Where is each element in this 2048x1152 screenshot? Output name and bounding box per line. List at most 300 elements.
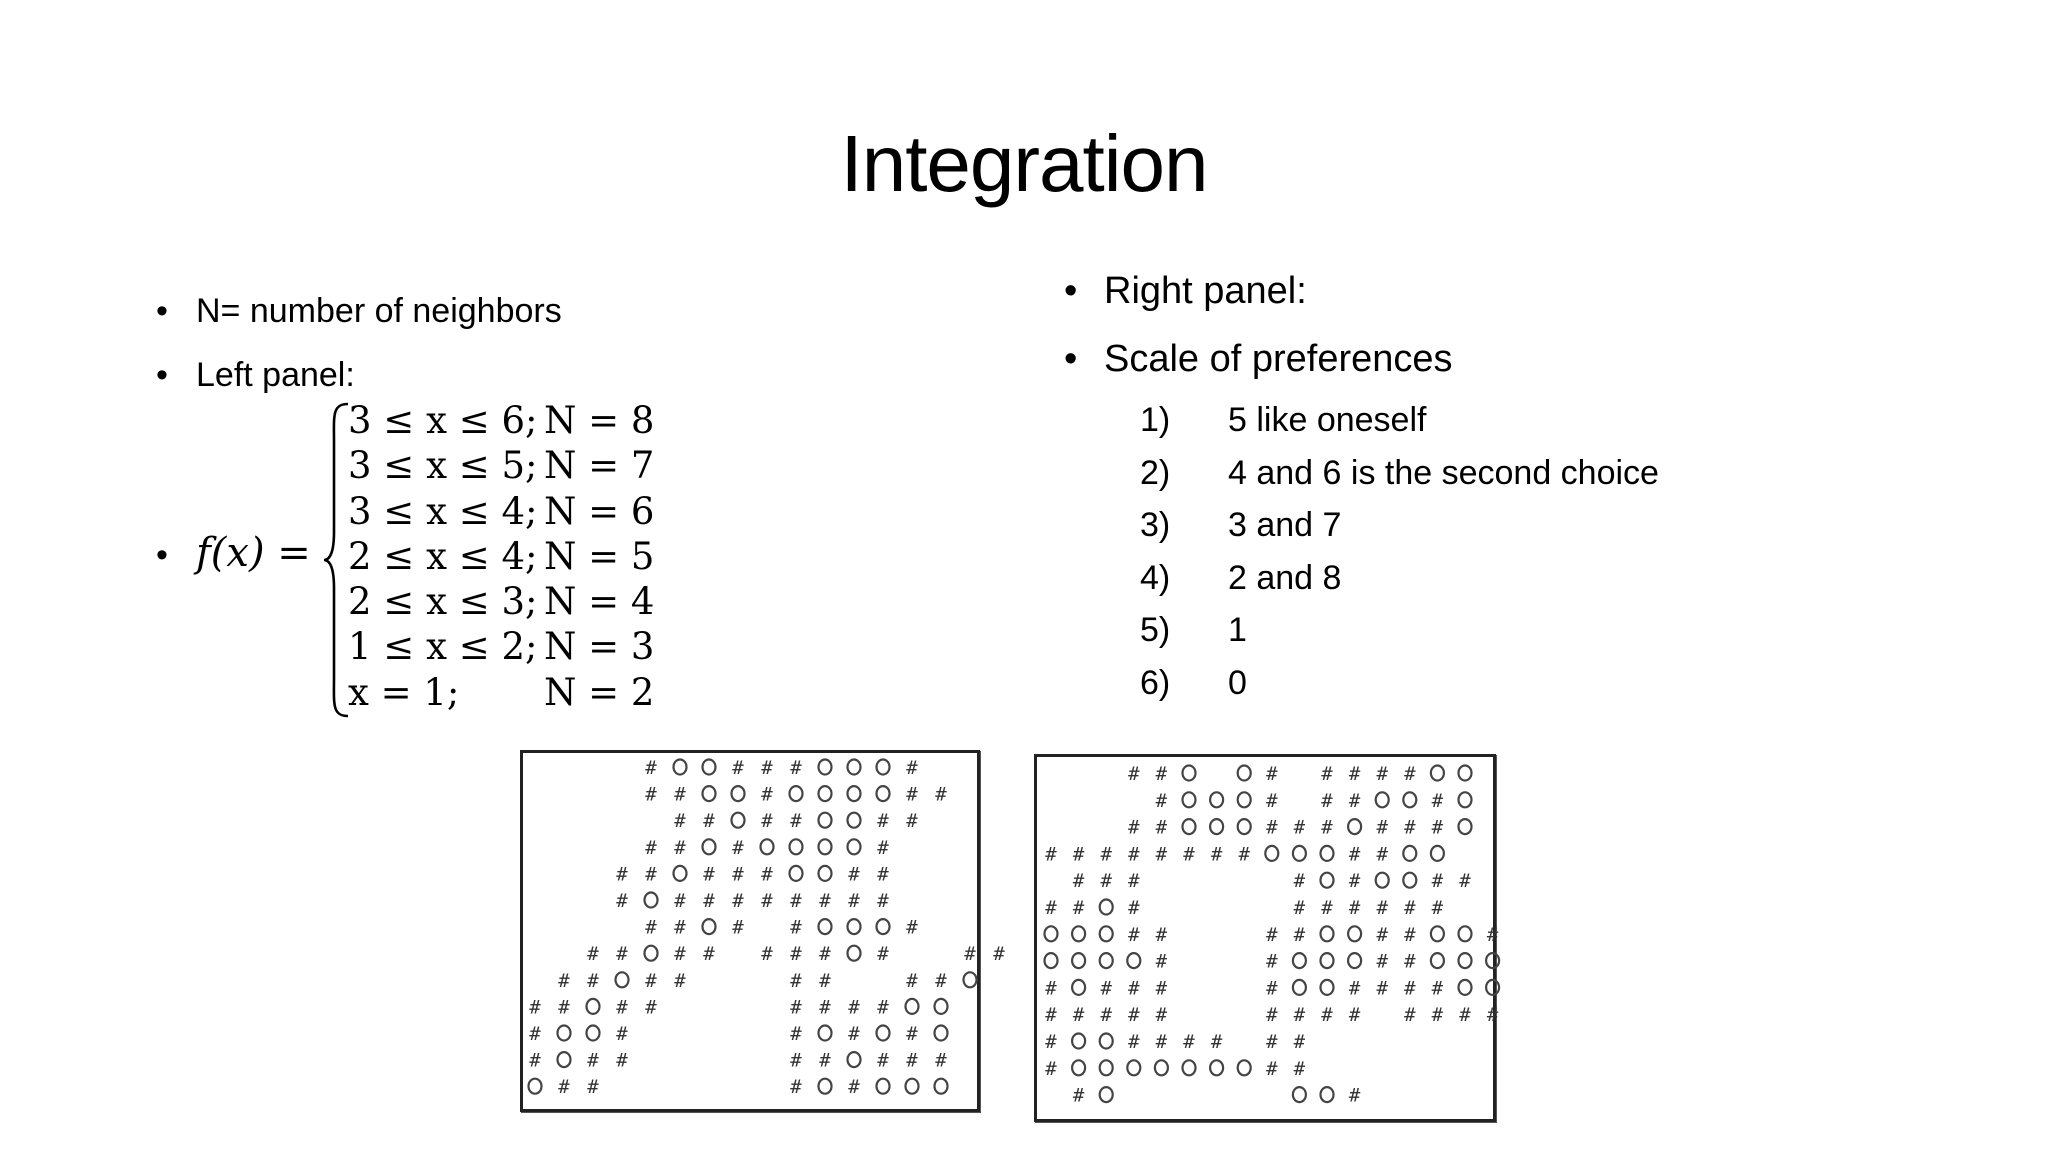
grid-cell-hash: # <box>529 1023 541 1045</box>
grid-cell-hash: # <box>1210 843 1223 866</box>
grid-cell-hash: # <box>1293 816 1306 839</box>
case-condition: 2 ≤ x ≤ 4; <box>348 534 538 578</box>
grid-cell-circle <box>1459 766 1472 781</box>
grid-cell-circle <box>1045 953 1058 968</box>
grid-cell-hash: # <box>1431 897 1444 919</box>
grid-cell-hash: # <box>1128 1031 1140 1053</box>
grid-cell-circle <box>819 866 832 881</box>
grid-cell-circle <box>703 760 716 775</box>
case-condition: 1 ≤ x ≤ 2; <box>348 625 538 669</box>
grid-cell-hash: # <box>761 783 773 806</box>
grid-cell-hash: # <box>645 863 657 886</box>
grid-cell-hash: # <box>1321 763 1333 785</box>
grid-cell-circle <box>877 786 890 801</box>
grid-cell-circle <box>1100 953 1113 968</box>
grid-cell-hash: # <box>558 969 570 992</box>
grid-cell-circle <box>1459 819 1472 834</box>
grid-cell-circle <box>1183 819 1196 834</box>
grid-cell-hash: # <box>1155 977 1168 1000</box>
grid-cell-circle <box>819 919 832 934</box>
grid-cell-hash: # <box>1266 789 1278 812</box>
grid-cell-hash: # <box>1293 923 1306 946</box>
grid-cell-circle <box>645 946 658 961</box>
grid-cell-hash: # <box>935 1049 947 1072</box>
piecewise-cases <box>348 398 654 715</box>
grid-cell-hash: # <box>1293 1004 1306 1027</box>
left-brace <box>322 402 350 718</box>
grid-cell-hash: # <box>732 863 744 886</box>
grid-cell-circle <box>819 1079 832 1094</box>
grid-cell-circle <box>848 919 861 934</box>
grid-cell-circle <box>790 839 803 854</box>
grid-cell-hash: # <box>645 969 657 992</box>
case-result: N = 4 <box>544 580 655 624</box>
grid-cell-hash: # <box>674 916 686 939</box>
grid-cell-circle <box>1348 953 1361 968</box>
grid-cell-circle <box>877 1026 890 1041</box>
grid-cell-hash: # <box>906 1023 918 1045</box>
grid-cell-hash: # <box>1128 816 1140 839</box>
grid-cell-circle <box>935 999 948 1014</box>
grid-cell-circle <box>848 760 861 775</box>
grid-cell-circle <box>877 1079 890 1094</box>
grid-cell-hash: # <box>848 890 860 912</box>
grid-cell-hash: # <box>848 1076 860 1099</box>
grid-cell-hash: # <box>819 943 831 966</box>
grid-cell-hash: # <box>1155 923 1168 946</box>
list-number: 6) <box>1140 663 1171 702</box>
grid-cell-circle <box>558 1026 571 1041</box>
grid-cell-hash: # <box>790 810 802 833</box>
grid-cell-circle <box>1100 926 1113 941</box>
case-row <box>348 534 654 579</box>
grid-cell-circle <box>645 893 658 908</box>
grid-cell-circle <box>1348 926 1361 941</box>
list-text: 4 and 6 is the second choice <box>1228 453 1659 492</box>
grid-cell-hash: # <box>1266 1057 1278 1080</box>
grid-cell-circle <box>703 786 716 801</box>
grid-cell-hash: # <box>1045 897 1057 919</box>
grid-cell-hash: # <box>1321 789 1333 812</box>
grid-cell-hash: # <box>906 810 918 833</box>
list-number: 3) <box>1140 506 1171 545</box>
grid-cell-circle <box>1127 953 1140 968</box>
grid-cell-circle <box>587 1026 600 1041</box>
function-lhs <box>196 530 311 576</box>
grid-cell-circle <box>1486 980 1499 995</box>
grid-cell-hash: # <box>761 890 773 912</box>
grid-cell-hash: # <box>1100 843 1112 866</box>
case-row <box>348 670 654 715</box>
grid-cell-hash: # <box>674 890 686 912</box>
bullet-text: Right panel: <box>1104 270 1307 312</box>
grid-cell-hash: # <box>1266 1004 1278 1027</box>
grid-cell-hash: # <box>703 890 715 912</box>
right-panel-grid-image <box>1034 754 1499 1122</box>
grid-cell-circle <box>1210 819 1223 834</box>
grid-cell-hash: # <box>848 863 860 886</box>
grid-cell-hash: # <box>1128 897 1140 919</box>
grid-cell-hash: # <box>674 836 686 859</box>
grid-cell-hash: # <box>1100 977 1112 1000</box>
case-condition: 3 ≤ x ≤ 4; <box>348 489 538 533</box>
grid-cell-circle <box>1321 953 1334 968</box>
grid-cell-hash: # <box>790 969 802 992</box>
grid-cell-hash: # <box>1266 816 1278 839</box>
grid-cell-circle <box>1459 980 1472 995</box>
grid-cell-circle <box>1072 980 1085 995</box>
grid-cell-circle <box>1183 766 1196 781</box>
grid-cell-circle <box>1459 792 1472 807</box>
grid-cell-circle <box>848 946 861 961</box>
grid-cell-hash: # <box>616 943 628 966</box>
grid-cell-hash: # <box>1072 870 1085 893</box>
grid-cell-hash: # <box>906 783 918 806</box>
bullet-text: Left panel: <box>196 356 355 394</box>
grid-cell-circle <box>1293 1087 1306 1102</box>
grid-cell-circle <box>1293 980 1306 995</box>
left-grid-svg <box>523 753 1005 1109</box>
bullet-scale-of-preferences <box>1064 338 1453 381</box>
grid-cell-hash: # <box>1348 1084 1361 1107</box>
grid-cell-hash: # <box>1459 870 1471 893</box>
grid-cell-hash: # <box>790 916 802 939</box>
grid-cell-hash: # <box>1100 1004 1112 1027</box>
bullet-marker: • <box>1064 338 1078 380</box>
case-result: N = 7 <box>544 444 655 488</box>
grid-cell-hash: # <box>1348 789 1361 812</box>
grid-cell-hash: # <box>1486 923 1499 946</box>
case-result: N = 3 <box>544 625 655 669</box>
grid-cell-hash: # <box>1348 763 1361 785</box>
list-item <box>1140 394 1659 447</box>
grid-cell-circle <box>761 839 774 854</box>
grid-cell-hash: # <box>761 943 773 966</box>
grid-cell-hash: # <box>1072 1004 1085 1027</box>
grid-cell-hash: # <box>1072 897 1085 919</box>
grid-cell-hash: # <box>906 916 918 939</box>
grid-cell-circle <box>1183 1060 1196 1075</box>
grid-cell-hash: # <box>1128 923 1140 946</box>
grid-cell-circle <box>1376 873 1389 888</box>
grid-cell-circle <box>1155 1060 1168 1075</box>
grid-cell-hash: # <box>819 969 831 992</box>
grid-cell-hash: # <box>1155 763 1168 785</box>
grid-cell-circle <box>848 1052 861 1067</box>
grid-cell-circle <box>1321 846 1334 861</box>
grid-cell-hash: # <box>645 996 657 1019</box>
grid-cell-hash: # <box>1238 843 1250 866</box>
grid-cell-hash: # <box>1266 923 1278 946</box>
grid-cell-hash: # <box>877 863 889 886</box>
grid-cell-circle <box>1100 1060 1113 1075</box>
grid-cell-circle <box>1376 792 1389 807</box>
grid-cell-hash: # <box>790 1076 802 1099</box>
grid-cell-hash: # <box>1293 870 1306 893</box>
grid-cell-circle <box>819 786 832 801</box>
list-number: 4) <box>1140 558 1171 597</box>
grid-cell-hash: # <box>761 810 773 833</box>
grid-cell-hash: # <box>819 996 831 1019</box>
bullet-neighbors <box>156 292 562 331</box>
grid-cell-hash: # <box>1376 843 1388 866</box>
grid-cell-circle <box>935 1079 948 1094</box>
list-number: 1) <box>1140 401 1171 439</box>
grid-cell-circle <box>1238 819 1251 834</box>
grid-cell-hash: # <box>1183 843 1195 866</box>
grid-cell-hash: # <box>1404 923 1416 946</box>
grid-cell-hash: # <box>1321 1004 1333 1027</box>
grid-cell-hash: # <box>877 943 889 966</box>
grid-cell-hash: # <box>587 1049 599 1072</box>
grid-cell-hash: # <box>819 1049 831 1072</box>
grid-cell-circle <box>1486 953 1499 968</box>
grid-cell-hash: # <box>1404 897 1416 919</box>
grid-cell-circle <box>1183 792 1196 807</box>
grid-cell-circle <box>703 839 716 854</box>
grid-cell-circle <box>877 919 890 934</box>
grid-cell-hash: # <box>587 969 599 992</box>
grid-cell-hash: # <box>616 996 628 1019</box>
bullet-marker: • <box>1064 270 1078 312</box>
grid-cell-circle <box>790 866 803 881</box>
grid-cell-circle <box>1348 819 1361 834</box>
grid-cell-circle <box>1100 1034 1113 1049</box>
grid-cell-hash: # <box>703 943 715 966</box>
list-text: 2 and 8 <box>1228 558 1342 597</box>
grid-cell-hash: # <box>935 783 947 806</box>
grid-cell-hash: # <box>645 757 657 779</box>
grid-cell-circle <box>1321 1087 1334 1102</box>
grid-cell-circle <box>1321 873 1334 888</box>
grid-cell-circle <box>1072 926 1085 941</box>
grid-cell-hash: # <box>848 996 860 1019</box>
grid-cell-hash: # <box>993 943 1005 966</box>
grid-cell-hash: # <box>558 996 570 1019</box>
grid-cell-hash: # <box>1376 763 1388 785</box>
list-item <box>1140 604 1659 657</box>
grid-cell-circle <box>1100 1087 1113 1102</box>
grid-cell-hash: # <box>1431 789 1444 812</box>
grid-cell-hash: # <box>790 890 802 912</box>
preference-list <box>1140 394 1659 710</box>
grid-cell-hash: # <box>1404 950 1416 973</box>
grid-cell-hash: # <box>1321 816 1333 839</box>
bullet-text: N= number of neighbors <box>196 292 562 330</box>
list-item <box>1140 552 1659 605</box>
grid-cell-circle <box>819 813 832 828</box>
list-text: 3 and 7 <box>1228 506 1342 545</box>
grid-cell-circle <box>674 760 687 775</box>
list-text: 0 <box>1228 663 1247 702</box>
grid-cell-hash: # <box>1348 977 1361 1000</box>
grid-cell-hash: # <box>1155 843 1168 866</box>
grid-cell-hash: # <box>1072 843 1085 866</box>
case-row <box>348 489 654 534</box>
grid-cell-circle <box>732 813 745 828</box>
grid-cell-hash: # <box>1045 1057 1057 1080</box>
grid-cell-hash: # <box>1431 1004 1444 1027</box>
grid-cell-hash: # <box>1321 897 1333 919</box>
grid-cell-circle <box>1431 953 1444 968</box>
grid-cell-hash: # <box>1404 763 1416 785</box>
grid-cell-circle <box>1238 766 1251 781</box>
grid-cell-circle <box>529 1079 542 1094</box>
grid-cell-hash: # <box>645 783 657 806</box>
case-result: N = 6 <box>544 489 655 533</box>
grid-cell-hash: # <box>1293 897 1306 919</box>
case-row <box>348 443 654 488</box>
bullet-marker: • <box>156 292 168 330</box>
grid-cell-circle <box>1321 980 1334 995</box>
grid-cell-hash: # <box>1348 1004 1361 1027</box>
grid-cell-circle <box>1431 846 1444 861</box>
grid-cell-hash: # <box>1376 950 1388 973</box>
grid-cell-hash: # <box>1128 870 1140 893</box>
grid-cell-hash: # <box>587 943 599 966</box>
grid-cell-hash: # <box>674 943 686 966</box>
grid-cell-hash: # <box>1348 870 1361 893</box>
grid-cell-hash: # <box>1045 1031 1057 1053</box>
list-item <box>1140 447 1659 500</box>
case-row <box>348 398 654 443</box>
grid-cell-circle <box>819 839 832 854</box>
grid-cell-circle <box>1321 926 1334 941</box>
grid-cell-circle <box>1072 1034 1085 1049</box>
grid-cell-hash: # <box>645 836 657 859</box>
grid-cell-hash: # <box>1128 763 1140 785</box>
grid-cell-circle <box>906 999 919 1014</box>
grid-cell-circle <box>732 786 745 801</box>
grid-cell-hash: # <box>1155 1031 1168 1053</box>
grid-cell-hash: # <box>790 1023 802 1045</box>
grid-cell-hash: # <box>935 969 947 992</box>
grid-cell-hash: # <box>732 916 744 939</box>
grid-cell-hash: # <box>1293 1031 1306 1053</box>
grid-cell-circle <box>1459 953 1472 968</box>
grid-cell-hash: # <box>964 943 976 966</box>
grid-cell-hash: # <box>1100 870 1112 893</box>
grid-cell-hash: # <box>674 783 686 806</box>
grid-cell-hash: # <box>1128 843 1140 866</box>
grid-cell-hash: # <box>877 890 889 912</box>
case-result: N = 5 <box>544 534 655 578</box>
grid-cell-circle <box>703 919 716 934</box>
grid-cell-circle <box>964 972 977 987</box>
grid-cell-hash: # <box>819 890 831 912</box>
grid-cell-hash: # <box>703 863 715 886</box>
grid-cell-hash: # <box>1045 1004 1057 1027</box>
grid-cell-hash: # <box>1431 977 1444 1000</box>
bullet-marker: • <box>156 356 168 394</box>
case-condition: x = 1; <box>348 670 460 714</box>
grid-cell-hash: # <box>1376 897 1388 919</box>
grid-cell-hash: # <box>1404 1004 1416 1027</box>
grid-cell-hash: # <box>906 1049 918 1072</box>
grid-cell-hash: # <box>703 810 715 833</box>
grid-cell-circle <box>1045 926 1058 941</box>
bullet-text: Scale of preferences <box>1104 338 1453 380</box>
grid-cell-circle <box>848 786 861 801</box>
list-item <box>1140 657 1659 710</box>
grid-cell-circle <box>1072 953 1085 968</box>
grid-cell-circle <box>1403 792 1416 807</box>
grid-cell-hash: # <box>877 810 889 833</box>
grid-cell-hash: # <box>1155 1004 1168 1027</box>
list-text: 5 like oneself <box>1228 401 1427 439</box>
grid-cell-hash: # <box>529 996 541 1019</box>
case-row <box>348 579 654 624</box>
grid-cell-hash: # <box>1155 789 1168 812</box>
case-condition: 3 ≤ x ≤ 6; <box>348 399 538 442</box>
grid-cell-circle <box>877 760 890 775</box>
grid-cell-hash: # <box>1045 977 1057 1000</box>
grid-cell-circle <box>1403 846 1416 861</box>
grid-cell-circle <box>1403 873 1416 888</box>
case-condition: 3 ≤ x ≤ 5; <box>348 444 538 488</box>
grid-cell-circle <box>587 999 600 1014</box>
grid-cell-circle <box>848 813 861 828</box>
grid-cell-hash: # <box>877 836 889 859</box>
grid-cell-hash: # <box>1459 1004 1471 1027</box>
grid-cell-circle <box>1431 766 1444 781</box>
grid-cell-hash: # <box>1128 1004 1140 1027</box>
bullet-right-panel <box>1064 270 1307 313</box>
list-number: 5) <box>1140 611 1171 650</box>
grid-cell-hash: # <box>1293 1057 1306 1080</box>
grid-cell-circle <box>1127 1060 1140 1075</box>
grid-cell-hash: # <box>877 996 889 1019</box>
grid-cell-circle <box>1072 1060 1085 1075</box>
grid-cell-hash: # <box>558 1076 570 1099</box>
grid-cell-hash: # <box>616 1023 628 1045</box>
case-result: N = 2 <box>544 670 655 714</box>
grid-cell-hash: # <box>645 916 657 939</box>
grid-cell-hash: # <box>1404 977 1416 1000</box>
grid-cell-hash: # <box>732 757 744 779</box>
grid-cell-circle <box>1238 1060 1251 1075</box>
grid-cell-circle <box>1100 900 1113 915</box>
slide-title: Integration <box>840 119 1208 208</box>
grid-cell-hash: # <box>1376 923 1388 946</box>
grid-cell-circle <box>1459 926 1472 941</box>
function-lhs-text: f(x) = <box>196 530 311 576</box>
grid-cell-circle <box>1265 846 1278 861</box>
grid-cell-hash: # <box>790 1049 802 1072</box>
grid-cell-circle <box>848 839 861 854</box>
grid-cell-hash: # <box>906 969 918 992</box>
grid-cell-hash: # <box>529 1049 541 1072</box>
bullet-equation-marker: • <box>156 536 168 574</box>
grid-cell-hash: # <box>790 943 802 966</box>
grid-cell-hash: # <box>848 1023 860 1045</box>
grid-cell-hash: # <box>790 757 802 779</box>
grid-cell-hash: # <box>790 996 802 1019</box>
grid-cell-hash: # <box>761 863 773 886</box>
case-row <box>348 624 654 669</box>
grid-cell-hash: # <box>616 890 628 912</box>
grid-cell-hash: # <box>1183 1031 1195 1053</box>
grid-cell-hash: # <box>1072 1084 1085 1107</box>
grid-cell-hash: # <box>1266 1031 1278 1053</box>
grid-cell-hash: # <box>1348 897 1361 919</box>
grid-cell-hash: # <box>1431 870 1444 893</box>
grid-cell-hash: # <box>1376 977 1388 1000</box>
grid-cell-hash: # <box>1266 950 1278 973</box>
grid-cell-hash: # <box>906 757 918 779</box>
grid-cell-hash: # <box>674 969 686 992</box>
grid-cell-hash: # <box>1486 1004 1499 1027</box>
